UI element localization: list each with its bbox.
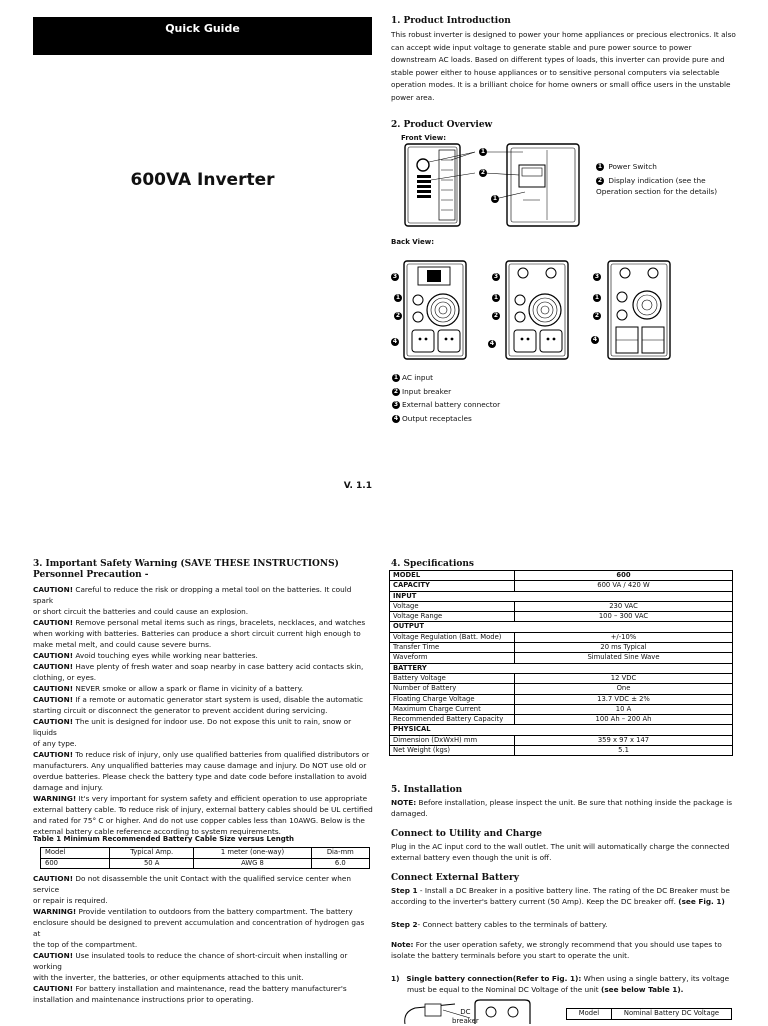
connect-battery-heading: Connect External Battery [391,873,519,883]
safety-text-2 [33,873,373,1005]
spec-row: PHYSICAL [390,725,733,735]
cable-table-row: 600 50 A AWG 8 6.0 [41,858,370,869]
step-1-text: Step 1 - Install a DC Breaker in a positive battery line. The rating of the DC Breaker must be according to the inverter's battery current (50 Amp). Keep the DC breaker off. (see Fig. 1) [391,886,730,906]
safety-line: starting circuit or disconnect the generator to prevent accident during servicing. [33,706,328,715]
safety-line: CAUTION! Remove personal metal items such as rings, bracelets, necklaces, and watches [33,618,366,627]
spec-row: BATTERY [390,663,733,673]
safety-line: external battery cable reference according to system requirements. [33,827,281,836]
safety-line: with the inverter, the batteries, or other equipments attached to this unit. [33,973,304,982]
safety-line: manufacturers. Any unqualified batteries may cause damage and injury. Do NOT use old or [33,761,367,770]
safety-line: overdue batteries. Please check the battery type and date code before installation to avoid [33,772,367,781]
back-callout-2b: 2 [493,312,499,319]
installation-note: NOTE: Before installation, please inspect the unit. Be sure that nothing inside the package is damaged. [391,798,733,818]
back-callout-1a: 1 [395,294,401,301]
safety-line: installation and maintenance instructions prior to operating. [33,995,254,1004]
safety-line: when working with batteries. Batteries can produce a short circuit current high enough to [33,629,361,638]
front-callout-2: 2 [480,169,486,176]
spec-row: Voltage Range 100 – 300 VAC [390,612,733,622]
spec-row: INPUT [390,591,733,601]
safety-line: of any type. [33,739,77,748]
step-2-text: Step 2- Connect battery cables to the terminals of battery. [391,920,608,929]
front-legend: 1 Power Switch 2 Display indication (see the Operation section for the details) [596,162,718,196]
back-callout-4a: 4 [392,338,398,345]
front-view-label: Front View: [401,134,447,142]
back-callout-3c: 3 [594,273,600,280]
safety-line: the top of the compartment. [33,940,138,949]
safety-line: and rated for 75° C or higher. And do not use copper cables less than 10AWG. Below is the [33,816,365,825]
safety-line: CAUTION! To reduce risk of injury, only use qualified batteries from qualified distributors or [33,750,370,759]
safety-line: CAUTION! Avoid touching eyes while working near batteries. [33,651,258,660]
spec-row: Battery Voltage 12 VDC [390,673,733,683]
quick-guide-banner: Quick Guide [33,17,372,55]
spec-row: Net Weight (kgs) 5.1 [390,746,733,756]
safety-line: or repair is required. [33,896,108,905]
connect-utility-heading: Connect to Utility and Charge [391,829,542,839]
single-battery-text: 1) Single battery connection(Refer to Fig. 1): When using a single battery, its voltage must be equal to the Nominal DC Voltage of the unit (see below Table 1). [391,974,730,994]
intro-text: This robust inverter is designed to power your home appliances or precious electronics. It also can accept wide input voltage to generate stable and pure power source to power downstream AC loads. Based on different types of loads, this inverter can provide pure and stable power either to house appliances or to sensitive personal computers via selectable operation modes. It is a brilliant choice for home owners or small office users in the unstable power area. [391,30,736,102]
safety-line: enclosure should be designed to prevent accumulation and concentration of hydrogen gas at [33,918,365,938]
safety-subheading: Personnel Precaution - [33,570,149,580]
spec-row: Voltage Regulation (Batt. Mode) +/-10% [390,632,733,642]
spec-row: Dimension (DxWxH) mm 359 x 97 x 147 [390,735,733,745]
intro-heading: 1. Product Introduction [391,16,511,26]
safety-line: CAUTION! Do not disassemble the unit Contact with the qualified service center when service [33,874,351,894]
safety-line: CAUTION! If a remote or automatic generator start system is used, disable the automatic [33,695,364,704]
spec-row: Waveform Simulated Sine Wave [390,653,733,663]
back-legend: 1 AC input 2 Input breaker 3 External battery connector 4 Output receptacles [393,373,501,423]
safety-line: clothing, or eyes. [33,673,97,682]
back-callout-1c: 1 [594,294,600,301]
safety-line: CAUTION! The unit is designed for indoor use. Do not expose this unit to rain, snow or liquids [33,717,352,737]
front-view-illustration [395,140,590,230]
connect-utility-text: Plug in the AC input cord to the wall outlet. The unit will automatically charge the connected external battery even though the unit is off. [391,842,730,862]
safety-heading: 3. Important Safety Warning (SAVE THESE INSTRUCTIONS) [33,559,339,569]
safety-line: CAUTION! Use insulated tools to reduce the chance of short-circuit when installing or working [33,951,348,971]
back-view-label: Back View: [391,238,435,246]
spec-row: Voltage 230 VAC [390,601,733,611]
voltage-mini-table: Model Nominal Battery DC Voltage [566,1008,732,1020]
spec-row: Floating Charge Voltage 13.7 VDC ± 2% [390,694,733,704]
spec-row: Number of Battery One [390,684,733,694]
spec-row: Maximum Charge Current 10 A [390,704,733,714]
back-callout-1b: 1 [493,294,499,301]
safety-line: CAUTION! Careful to reduce the risk or dropping a metal tool on the batteries. It could spark [33,585,352,605]
safety-line: make metal melt, and could cause severe burns. [33,640,212,649]
spec-row: OUTPUT [390,622,733,632]
back-callout-2c: 2 [594,312,600,319]
cable-table [40,847,370,869]
spec-row: MODEL 600 [390,571,733,581]
cable-table-header: Model Typical Amp. 1 meter (one-way) Dia-mm [41,848,370,859]
back-callout-2a: 2 [395,312,401,319]
safety-line: or short circuit the batteries and could cause an explosion. [33,607,249,616]
safety-line: CAUTION! For battery installation and maintenance, read the battery manufacturer's [33,984,347,993]
safety-line: external battery cable. To reduce risk of injury, external battery cables should be UL certified [33,805,373,814]
installation-heading: 5. Installation [391,785,463,795]
product-title: 600VA Inverter [130,170,275,190]
version-label: V. 1.1 [343,481,372,491]
safety-line: WARNING! Provide ventilation to outdoors from the battery compartment. The battery [33,907,353,916]
safety-line: CAUTION! Have plenty of fresh water and soap nearby in case battery acid contacts skin, [33,662,364,671]
safety-line: CAUTION! NEVER smoke or allow a spark or flame in vicinity of a battery. [33,684,304,693]
spec-row: Transfer Time 20 ms Typical [390,643,733,653]
back-view-illustration [388,255,688,365]
cable-table-caption: Table 1 Minimum Recommended Battery Cable Size versus Length [33,835,295,843]
spec-row: Recommended Battery Capacity 100 Ah – 200 Ah [390,715,733,725]
safety-text [33,584,373,837]
specs-table [389,570,733,756]
front-callout-1: 1 [480,148,486,155]
spec-row: CAPACITY 600 VA / 420 W [390,581,733,591]
safety-line: damage and injury. [33,783,104,792]
overview-heading: 2. Product Overview [391,120,493,130]
safety-line: WARNING! It's very important for system safety and efficient operation to use appropriate [33,794,368,803]
specs-heading: 4. Specifications [391,559,474,569]
back-callout-4b: 4 [489,340,495,347]
back-callout-3a: 3 [392,273,398,280]
front-callout-1b: 1 [492,195,498,202]
safety-note: Note: For the user operation safety, we strongly recommend that you should use tapes to isolate the battery terminals before you start to operate the unit. [391,940,722,960]
back-callout-3b: 3 [493,273,499,280]
dc-breaker-label: DC breaker [452,1008,479,1025]
back-callout-4c: 4 [592,336,598,343]
